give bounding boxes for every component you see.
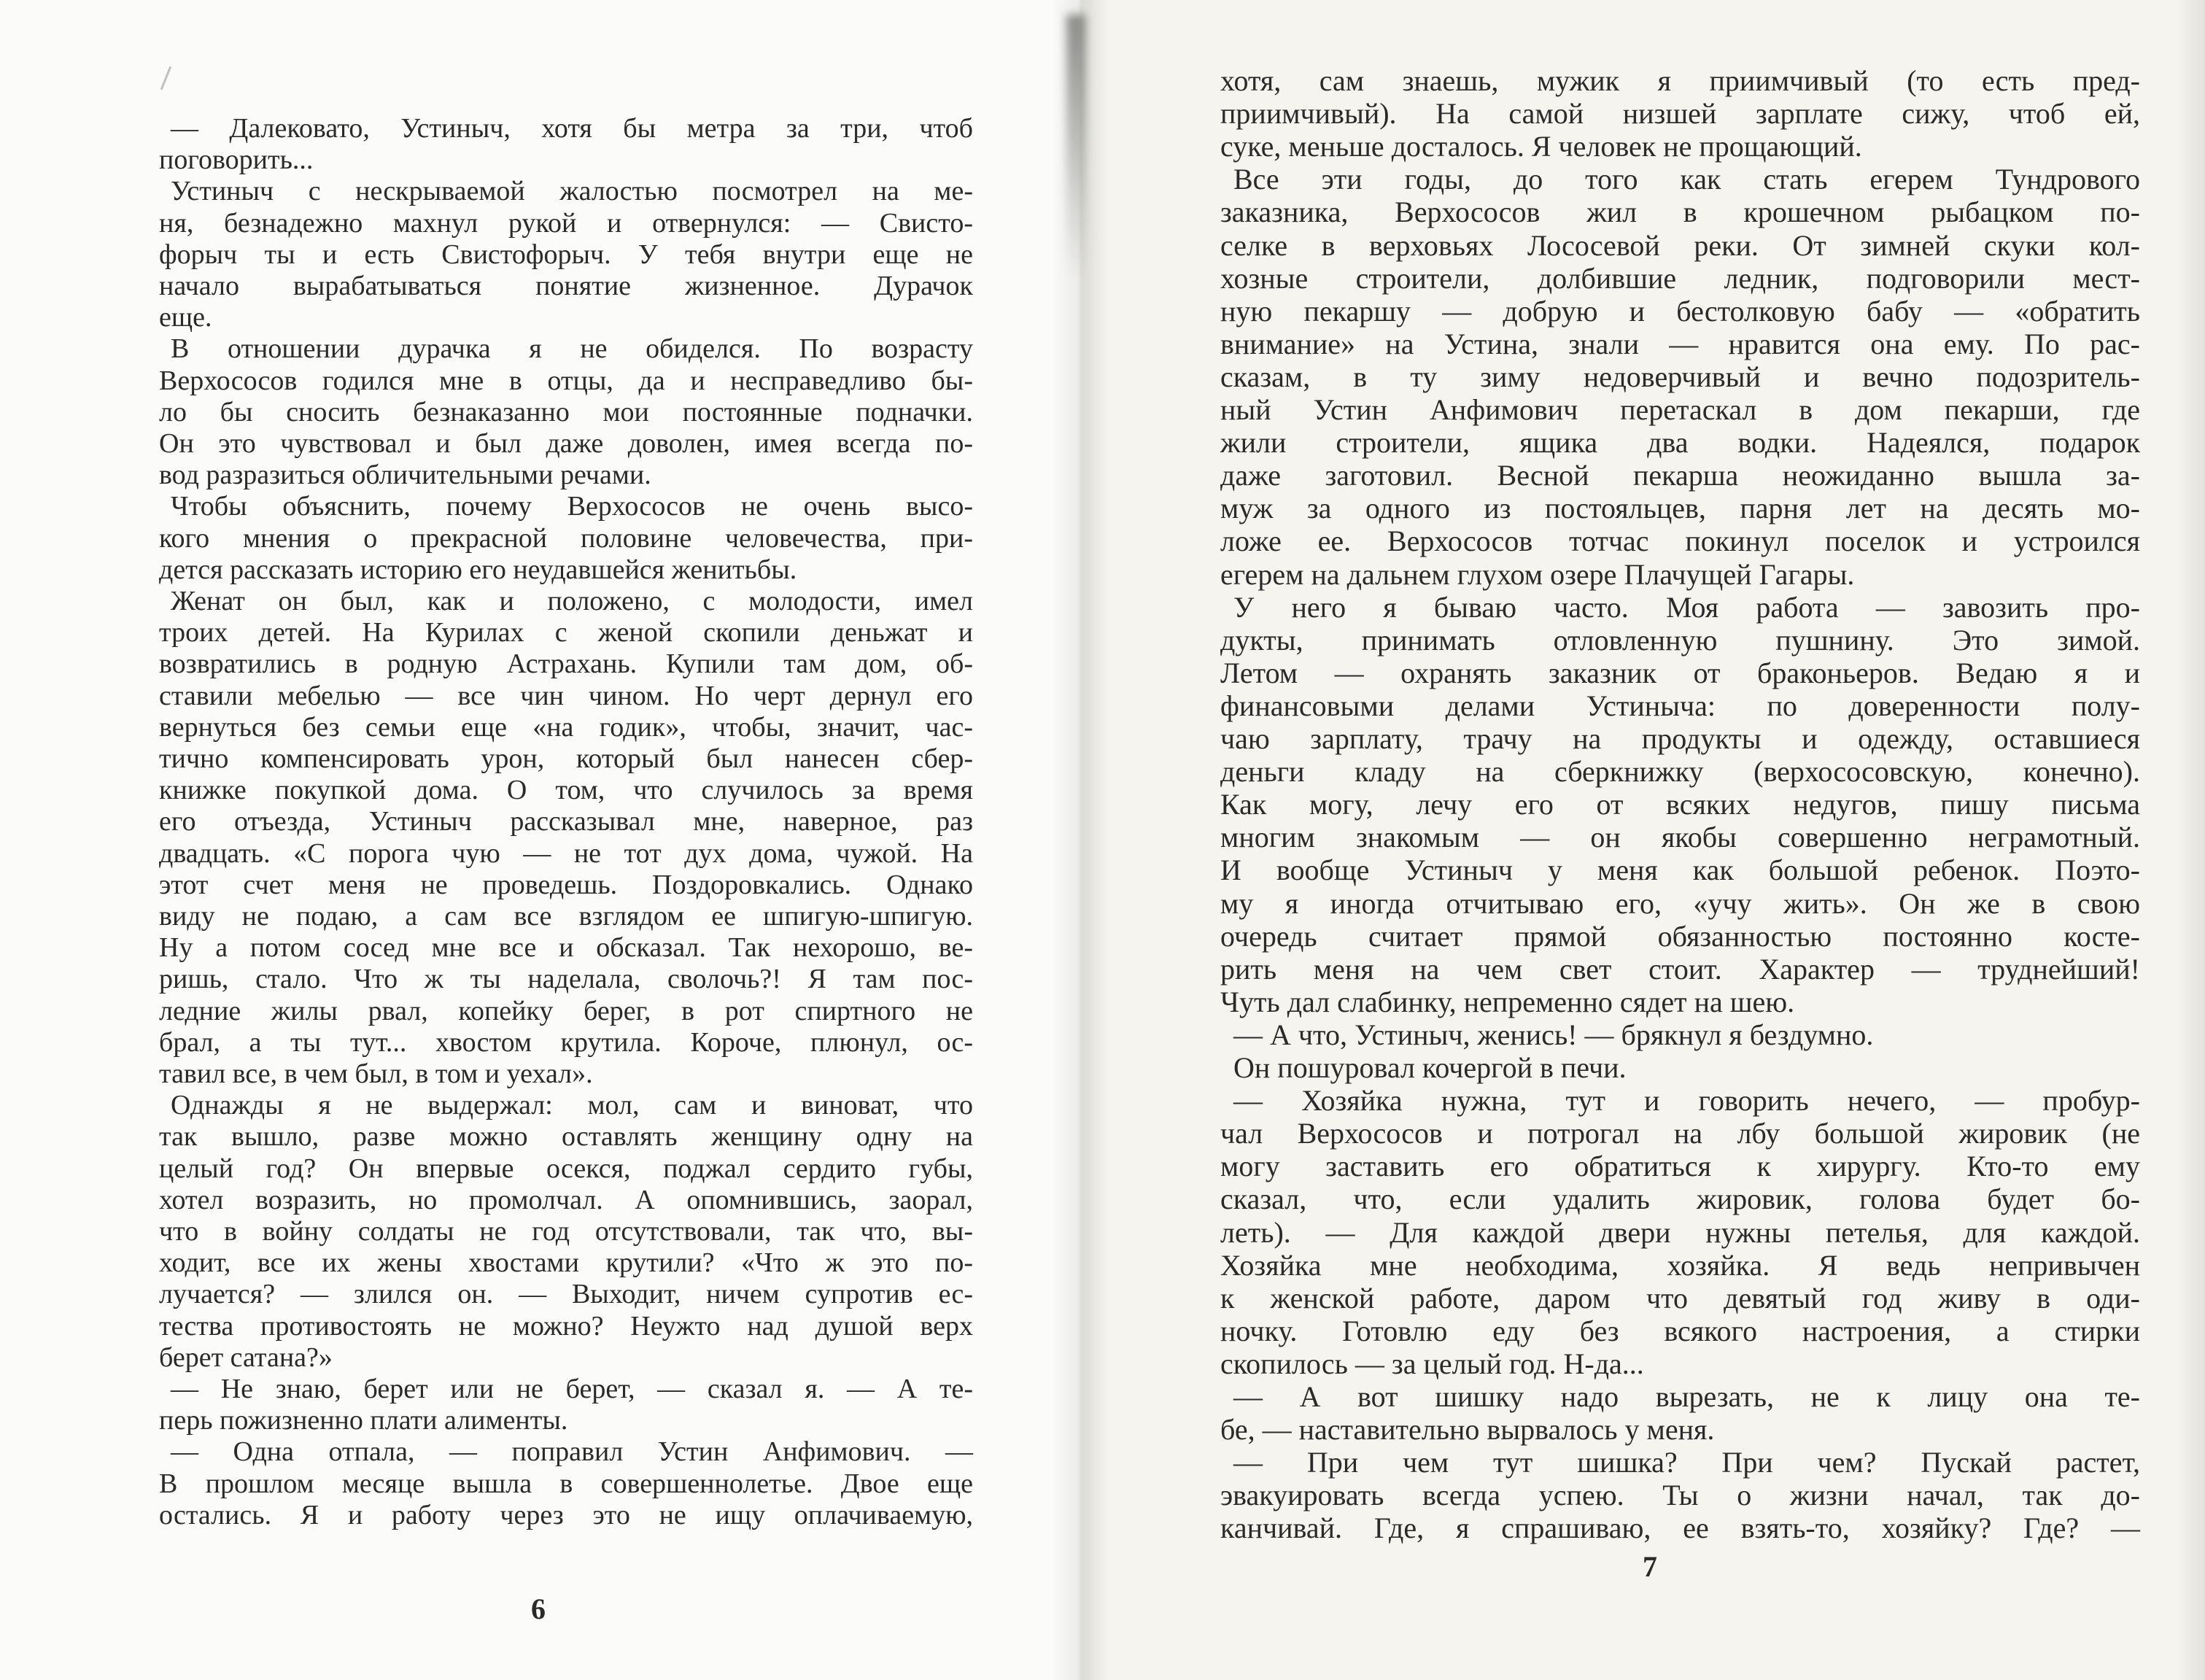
text-line: И вообще Устиныч у меня как большой ребенок. Поэто- <box>1220 853 2140 887</box>
text-line: даже заготовил. Весной пекарша неожиданно вышла за- <box>1220 459 2140 492</box>
text-line: целый год? Он впервые осекся, поджал сердито губы, <box>159 1153 973 1184</box>
text-line: Устиныч с нескрываемой жалостью посмотрел на ме- <box>171 176 973 207</box>
text-line: кого мнения о прекрасной половине человечества, при- <box>159 522 973 554</box>
text-line: берет сатана?» <box>159 1342 333 1373</box>
text-line: сказам, в ту зиму недоверчивый и вечно подозритель- <box>1220 360 2140 393</box>
text-line: ный Устин Анфимович перетаскал в дом пекарши, где <box>1220 393 2140 426</box>
text-line: так вышло, разве можно оставлять женщину одну на <box>159 1121 973 1153</box>
text-line: ришь, стало. Что ж ты наделала, сволочь?! Я там пос- <box>159 964 973 995</box>
text-line: — Хозяйка нужна, тут и говорить нечего, — пробур- <box>1233 1084 2140 1118</box>
gutter-shadow <box>1066 15 1085 277</box>
text-line: скопилось — за целый год. Н-да... <box>1220 1347 1644 1380</box>
text-line: сказал, что, если удалить жировик, голова будет бо- <box>1220 1182 2140 1216</box>
text-line: этот счет меня не проведешь. Поздоровкались. Однако <box>159 869 973 900</box>
text-line: — А вот шишку надо вырезать, не к лицу она те- <box>1233 1380 2140 1413</box>
text-line: леть). — Для каждой двери нужны петелья, для каждой. <box>1220 1215 2140 1249</box>
text-line: перь пожизненно плати алименты. <box>159 1405 568 1436</box>
text-line: дукты, принимать отловленную пушнину. Это зимой. <box>1220 623 2140 657</box>
text-line: Как могу, лечу его от всяких недугов, пишу письма <box>1220 788 2140 821</box>
text-line: заказника, Верхососов жил в крошечном рыбацком по- <box>1220 196 2140 229</box>
text-line: ходит, все их жены хвостами крутили? «Что ж это по- <box>159 1247 973 1279</box>
text-line: селке в верховьях Лососевой реки. От зимней скуки кол- <box>1220 228 2140 262</box>
text-line: финансовыми делами Устиныча: по доверенности полу- <box>1220 689 2140 722</box>
text-line: остались. Я и работу через это не ищу оплачиваемую, <box>159 1499 973 1530</box>
text-line: тично компенсировать урон, который был нанесен сбер- <box>159 743 973 774</box>
text-line: чаю зарплату, трачу на продукты и одежду, оставшиеся <box>1220 722 2140 755</box>
text-line: хотя, сам знаешь, мужик я приимчивый (то есть пред- <box>1220 64 2140 97</box>
text-line: возвратились в родную Астрахань. Купили там дом, об- <box>159 649 973 680</box>
page-number-right: 7 <box>1643 1550 1657 1583</box>
text-line: жили строители, ящика два водки. Надеялся, подарок <box>1220 426 2140 460</box>
text-line: начало вырабатываться понятие жизненное. Дурачок <box>159 271 973 301</box>
text-line: ночку. Готовлю еду без всякого настроения, а стирки <box>1220 1314 2140 1347</box>
text-line: — Одна отпала, — поправил Устин Анфимович. — <box>171 1436 973 1468</box>
text-line: Летом — охранять заказник от браконьеров. Ведаю я и <box>1220 656 2140 689</box>
text-line: рить меня на чем свет стоит. Характер — труднейший! <box>1220 952 2140 986</box>
text-line: Верхососов годился мне в отцы, да и несправедливо бы- <box>159 365 973 396</box>
page-edge-shade <box>2176 0 2205 1680</box>
text-line: — При чем тут шишка? При чем? Пускай растет, <box>1233 1446 2140 1479</box>
text-line: приимчивый). На самой низшей зарплате сижу, чтоб ей, <box>1220 97 2140 131</box>
text-line: ставили мебелью — все чин чином. Но черт дернул его <box>159 680 973 711</box>
text-line: — Не знаю, берет или не берет, — сказал я. — А те- <box>171 1374 973 1404</box>
text-line: форыч ты и есть Свистофорыч. У тебя внутри еще не <box>159 239 973 270</box>
text-line: книжке покупкой дома. О том, что случилось за время <box>159 775 973 806</box>
text-line: У него я бываю часто. Моя работа — завозить про- <box>1233 590 2140 624</box>
text-line: ня, безнадежно махнул рукой и отвернулся: — Свисто- <box>159 207 973 239</box>
text-line: В отношении дурачка я не обиделся. По возрасту <box>171 333 973 365</box>
text-line: муж за одного из постояльцев, парня лет на десять мо- <box>1220 492 2140 525</box>
text-line: ло бы сносить безнаказанно мои постоянные подначки. <box>159 396 973 427</box>
text-line: канчивай. Где, я спрашиваю, ее взять-то, хозяйку? Где? — <box>1220 1511 2140 1545</box>
text-line: Чуть дал слабинку, непременно сядет на шею. <box>1220 985 1795 1018</box>
text-line: В прошлом месяце вышла в совершеннолетье. Двое еще <box>159 1468 973 1499</box>
text-line: многим знакомым — он якобы совершенно неграмотный. <box>1220 821 2140 854</box>
text-line: ную пекаршу — добрую и бестолковую бабу — «обратить <box>1220 294 2140 328</box>
text-line: — А что, Устиныч, женись! — брякнул я бездумно. <box>1233 1018 1874 1051</box>
text-line: троих детей. На Курилах с женой скопили деньжат и <box>159 617 973 649</box>
text-line: поговорить... <box>159 144 314 176</box>
text-line: му я иногда отчитываю его, «учу жить». Он же в свою <box>1220 886 2140 920</box>
text-line: вод разразиться обличительными речами. <box>159 460 651 491</box>
text-line: его отъезда, Устиныч рассказывал мне, наверное, раз <box>159 806 973 837</box>
text-line: Он пошуровал кочергой в печи. <box>1233 1051 1627 1084</box>
text-line: вернуться без семьи еще «на годик», чтобы, значит, час- <box>159 711 973 743</box>
text-line: Ну а потом сосед мне все и обсказал. Так нехорошо, ве- <box>159 932 973 964</box>
text-line: суке, меньше досталось. Я человек не прощающий. <box>1220 130 1862 163</box>
text-line: ложе ее. Верхососов тотчас покинул поселок и устроился <box>1220 524 2140 558</box>
text-line: бе, — наставительно вырвалось у меня. <box>1220 1413 1715 1447</box>
text-line: внимание» на Устина, знали — нравится она ему. По рас- <box>1220 327 2140 360</box>
text-line: Хозяйка мне необходима, хозяйка. Я ведь непривычен <box>1220 1248 2140 1282</box>
text-line: тавил все, в чем был, в том и уехал». <box>159 1058 593 1089</box>
text-line: еще. <box>159 302 212 333</box>
text-line: Женат он был, как и положено, с молодости, имел <box>171 586 973 616</box>
text-line: брал, а ты тут... хвостом крутила. Короче, плюнул, ос- <box>159 1026 973 1058</box>
text-line: лучается? — злился он. — Выходит, ничем супротив ес- <box>159 1279 973 1310</box>
text-line: дется рассказать историю его неудавшейся женитьбы. <box>159 554 797 585</box>
text-line: двадцать. «С порога чую — не тот дух дома, чужой. На <box>159 837 973 869</box>
text-line: очередь считает прямой обязанностью постоянно косте- <box>1220 919 2140 953</box>
text-line: деньги кладу на сберкнижку (верхососовскую, конечно). <box>1220 755 2140 789</box>
text-line: Все эти годы, до того как стать егерем Тундрового <box>1233 163 2140 196</box>
page-number-left: 6 <box>531 1592 546 1625</box>
text-line: виду не подаю, а сам все взглядом ее шпигую-шпигую. <box>159 901 973 932</box>
text-line: хотел возразить, но промолчал. А опомнившись, заорал, <box>159 1184 973 1215</box>
text-line: чал Верхососов и потрогал на лбу большой жировик (не <box>1220 1117 2140 1150</box>
text-line: — Далековато, Устиныч, хотя бы метра за три, чтоб <box>171 113 973 144</box>
text-line: к женской работе, даром что девятый год живу в оди- <box>1220 1281 2140 1315</box>
text-line: могу заставить его обратиться к хирургу. Кто-то ему <box>1220 1150 2140 1183</box>
text-line: хозные строители, долбившие ледник, подговорили мест- <box>1220 261 2140 295</box>
text-line: егерем на дальнем глухом озере Плачущей Гагары. <box>1220 557 1855 591</box>
text-line: эвакуировать всегда успею. Ты о жизни начал, так до- <box>1220 1479 2140 1512</box>
text-line: ледние жилы рвал, копейку берег, в рот спиртного не <box>159 995 973 1026</box>
text-line: Однажды я не выдержал: мол, сам и виноват, что <box>171 1090 973 1121</box>
text-line: что в войну солдаты не год отсутствовали, так что, вы- <box>159 1216 973 1247</box>
text-line: Чтобы объяснить, почему Верхососов не очень высо- <box>171 491 973 522</box>
text-line: Он это чувствовал и был даже доволен, имея всегда по- <box>159 428 973 459</box>
text-line: тества противостоять не можно? Неужто над душой верх <box>159 1310 973 1342</box>
